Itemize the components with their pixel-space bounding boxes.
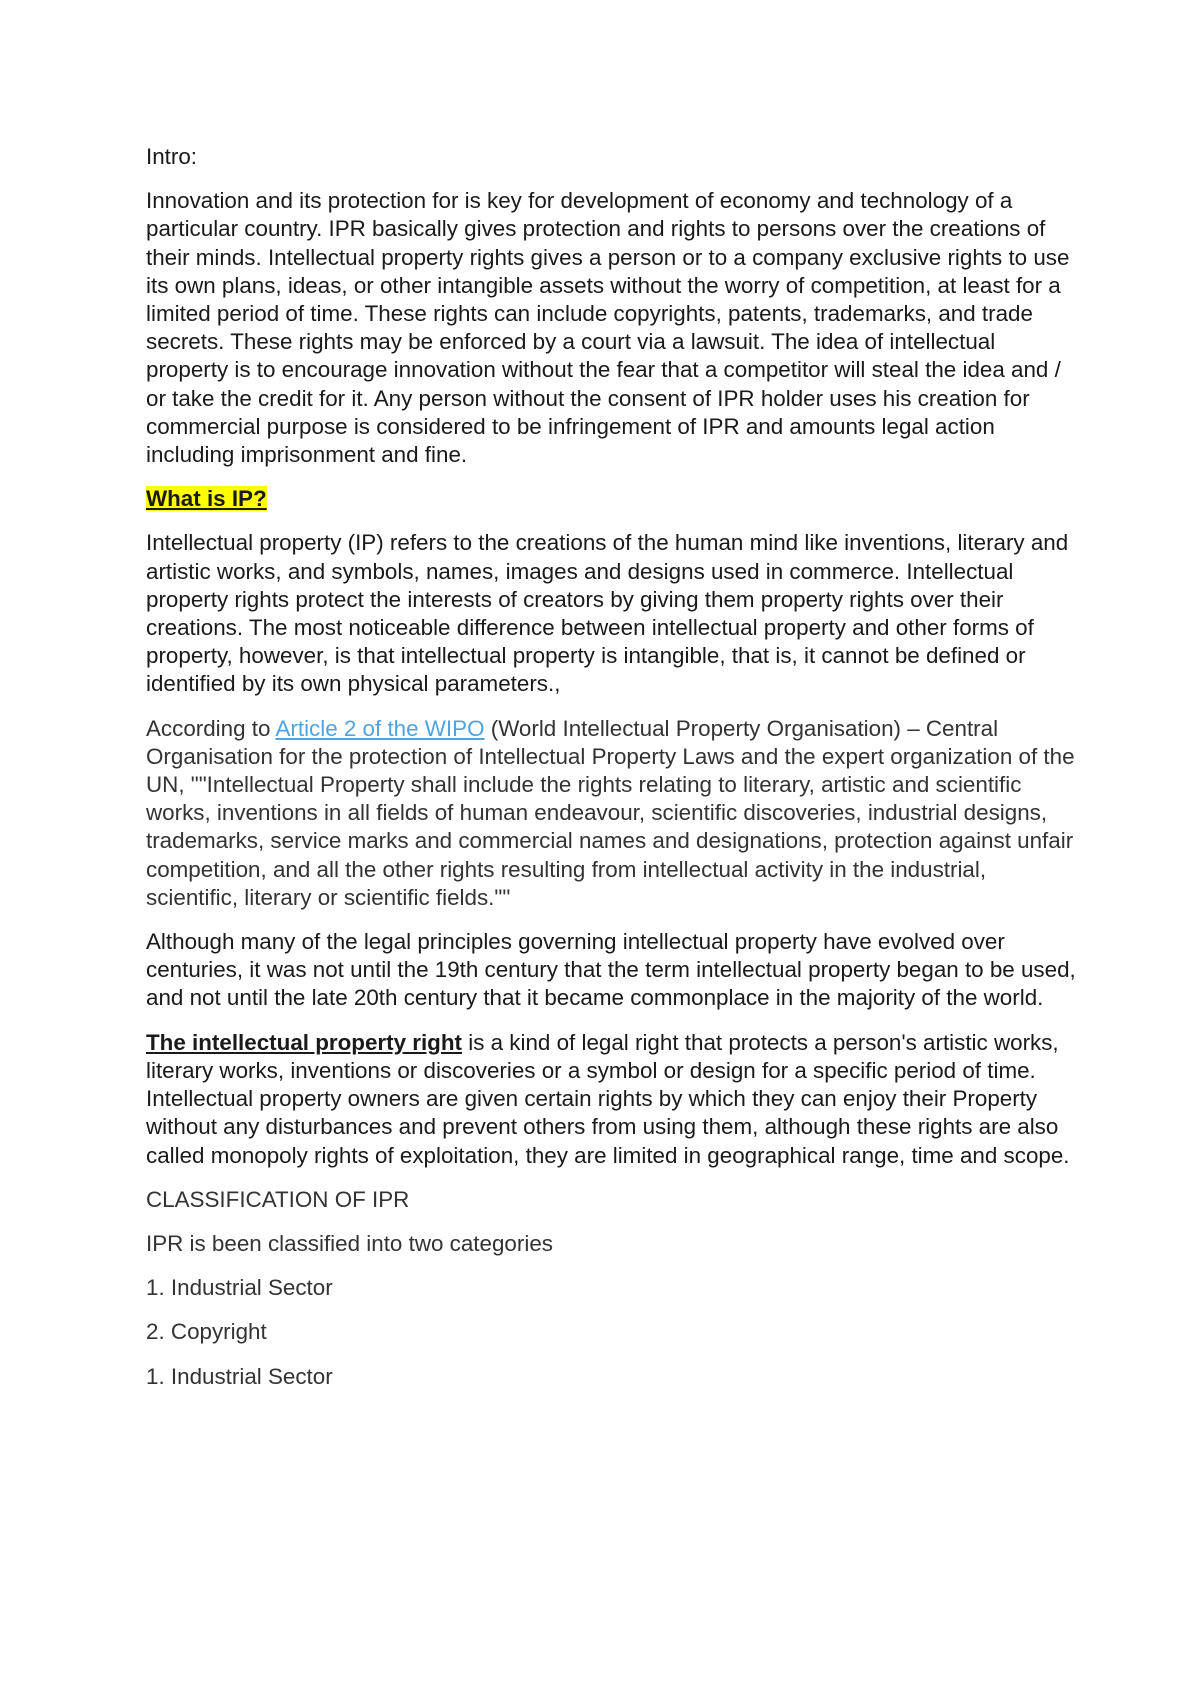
history-paragraph: Although many of the legal principles governing intellectual property have evolved over centuries, it was not until the 19th century that the term intellectual property began to be used, and not until the late 20th century that it became commonplace in the majority of the world. bbox=[146, 929, 1076, 1011]
ipr-right-text: is a kind of legal right that protects a person's artistic works, literary works, inventions or discoveries or a symbol or design for a specific period of time. Intellectual property owners are given certain rights by which they can enjoy their Property without any disturbances and prevent others from using them, although these rights are also called monopoly rights of exploitation, they are limited in geographical range, time and scope. bbox=[146, 1029, 1070, 1168]
list-item: 1. Industrial Sector bbox=[146, 1275, 333, 1301]
what-is-ip-paragraph bbox=[146, 485, 1076, 513]
document-body bbox=[146, 143, 1076, 1407]
classification-heading: CLASSIFICATION OF IPR bbox=[146, 1186, 410, 1212]
intro-heading: Intro: bbox=[146, 144, 198, 169]
wipo-prefix: According to bbox=[146, 715, 276, 741]
wipo-paragraph bbox=[146, 715, 1076, 912]
wipo-article-link[interactable]: Article 2 of the WIPO bbox=[275, 715, 485, 741]
ipr-right-paragraph bbox=[146, 1029, 1076, 1170]
what-is-ip-heading: What is IP? bbox=[146, 486, 267, 512]
intro-paragraph: Innovation and its protection for is key for development of economy and technology of a particular country. IPR basically gives protection and rights to persons over the creations of their minds. Intellectual property rights gives a person or to a company exclusive rights to use its own plans, ideas, or other intangible assets without the worry of competition, at least for a limited period of time. These rights can include copyrights, patents, trademarks, and trade secrets. These rights may be enforced by a court via a lawsuit. The idea of intellectual property is to encourage innovation without the fear that a competitor will steal the idea and / or take the credit for it. Any person without the consent of IPR holder uses his creation for commercial purpose is considered to be infringement of IPR and amounts legal action including imprisonment and fine. bbox=[146, 188, 1070, 468]
ipr-right-term: The intellectual property right bbox=[146, 1029, 462, 1055]
wipo-text: (World Intellectual Property Organisation) – Central Organisation for the protection of Intellectual Property Laws and the expert organization of the UN, ""Intellectual Property shall include the rights relating to literary, artistic and scientific works, inventions in all fields of human endeavour, scientific discoveries, industrial designs, trademarks, service marks and commercial names and designations, protection against unfair competition, and all the other rights resulting from intellectual activity in the industrial, scientific, literary or scientific fields."" bbox=[146, 715, 1075, 910]
list-item: 2. Copyright bbox=[146, 1319, 267, 1345]
list-item: 1. Industrial Sector bbox=[146, 1363, 333, 1389]
ip-definition-paragraph: Intellectual property (IP) refers to the creations of the human mind like inventions, literary and artistic works, and symbols, names, images and designs used in commerce. Intellectual property rights protect the interests of creators by giving them property rights over their creations. The most noticeable difference between intellectual property and other forms of property, however, is that intellectual property is intangible, that is, it cannot be defined or identified by its own physical parameters., bbox=[146, 530, 1069, 697]
classification-intro: IPR is been classified into two categories bbox=[146, 1230, 553, 1256]
